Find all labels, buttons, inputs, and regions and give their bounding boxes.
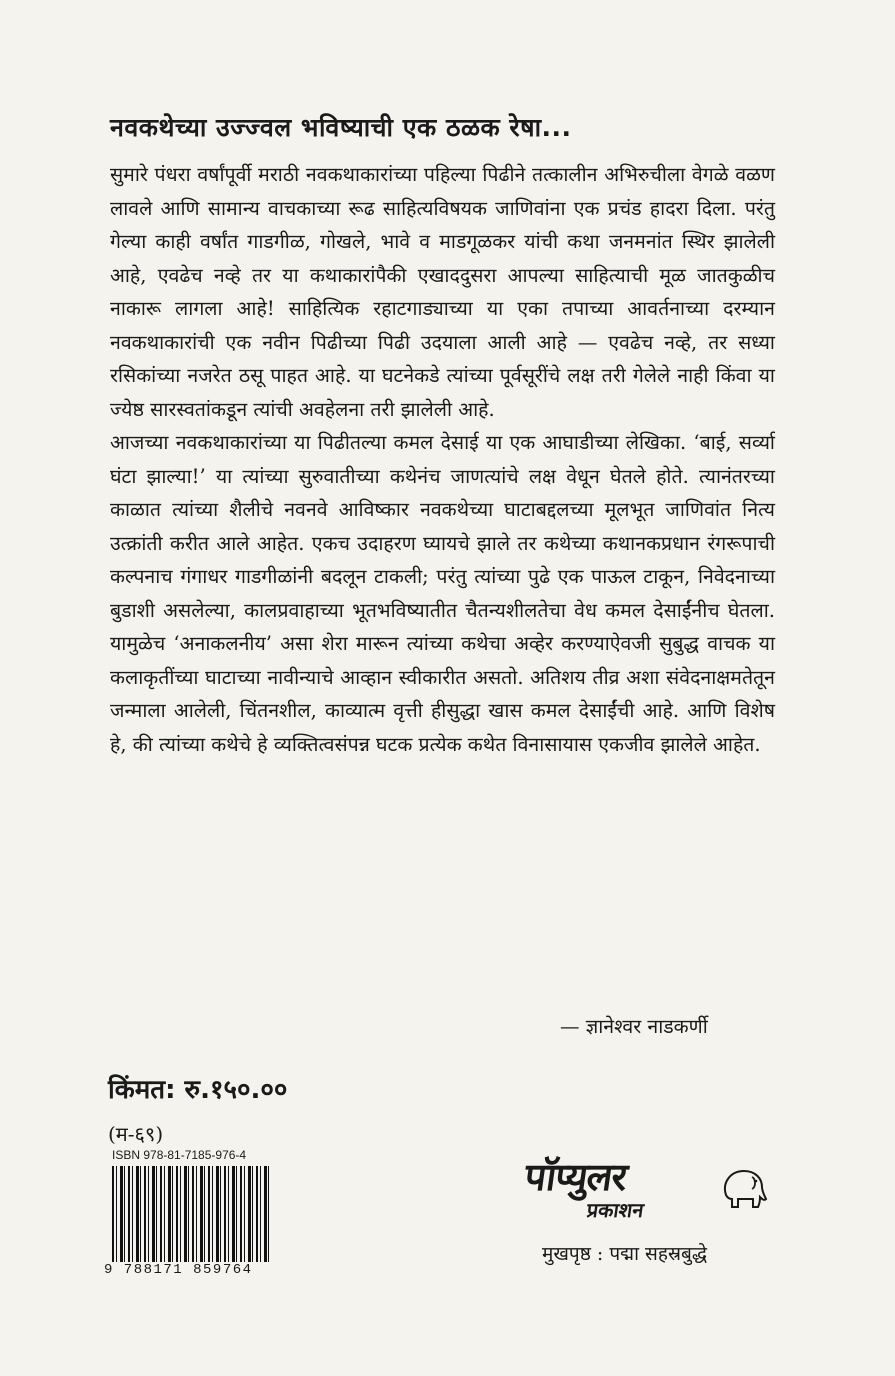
catalog-code: (म-६९) — [108, 1122, 164, 1146]
publisher-logo-name: पॉप्युलर — [521, 1155, 630, 1199]
barcode-number: 9 788171 859764 — [104, 1262, 253, 1278]
isbn-label: ISBN 978-81-7185-976-4 — [112, 1148, 247, 1162]
price-label: किंमत: रु.१५०.०० — [108, 1075, 288, 1105]
blurb-heading: नवकथेच्या उज्ज्वल भविष्याची एक ठळक रेषा... — [110, 113, 572, 142]
barcode-image — [112, 1166, 272, 1262]
elephant-icon — [718, 1165, 770, 1209]
publisher-logo-sub: प्रकाशन — [585, 1198, 646, 1222]
blurb-author: — ज्ञानेश्वर नाडकर्णी — [560, 1015, 708, 1038]
cover-credit: मुखपृष्ठ : पद्मा सहस्रबुद्धे — [542, 1243, 708, 1265]
blurb-body — [110, 158, 775, 761]
blurb-paragraph-2: आजच्या नवकथाकारांच्या या पिढीतल्या कमल देसाई या एक आघाडीच्या लेखिका. ‘बाई, सर्व्या घंटा झाल्या!’ या त्यांच्या सुरुवातीच्या कथेनंच जाणत्यांचे लक्ष वेधून घेतले होते. त्यानंतरच्या काळात त्यांच्या शैलीचे नवनवे आविष्कार नवकथेच्या घाटाबद्दलच्या मूलभूत जाणिवांत नित्य उत्क्रांती करीत आले आहेत. एकच उदाहरण घ्यायचे झाले तर कथेच्या कथानकप्रधान रंगरूपाची कल्पनाच गंगाधर गाडगीळांनी बदलून टाकली; परंतु त्यांच्या पुढे एक पाऊल टाकून, निवेदनाच्या बुडाशी असलेल्या, कालप्रवाहाच्या भूतभविष्यातीत चैतन्यशीलतेचा वेध कमल देसाईंनीच घेतला. यामुळेच ‘अनाकलनीय’ असा शेरा मारून त्यांच्या कथेचा अव्हेर करण्याऐवजी सुबुद्ध वाचक या कलाकृतींच्या घाटाच्या नावीन्याचे आव्हान स्वीकारीत असतो. अतिशय तीव्र अशा संवेदनाक्षमतेतून जन्माला आलेली, चिंतनशील, काव्यात्म वृत्ती हीसुद्धा खास कमल देसाईंची आहे. आणि विशेष हे, की त्यांच्या कथेचे हे व्यक्तित्वसंपन्न घटक प्रत्येक कथेत विनासायास एकजीव झालेले आहेत. — [110, 431, 775, 756]
blurb-paragraph-1: सुमारे पंधरा वर्षांपूर्वी मराठी नवकथाकारांच्या पहिल्या पिढीने तत्कालीन अभिरुचीला वेगळे वळण लावले आणि सामान्य वाचकाच्या रूढ साहित्यविषयक जाणिवांना एक प्रचंड हादरा दिला. परंतु गेल्या काही वर्षांत गाडगीळ, गोखले, भावे व माडगूळकर यांची कथा जनमनांत स्थिर झालेली आहे, एवढेच नव्हे तर या कथाकारांपैकी एखाददुसरा आपल्या साहित्याची मूळ जातकुळीच नाकारू लागला आहे! साहित्यिक रहाटगाड्याच्या या एका तपाच्या आवर्तनाच्या दरम्यान नवकथाकारांची एक नवीन पिढीच्या पिढी उदयाला आली आहे — एवढेच नव्हे, तर सध्या रसिकांच्या नजरेत ठसू पाहत आहे. या घटनेकडे त्यांच्या पूर्वसूरींचे लक्ष तरी गेलेले नाही किंवा या ज्येष्ठ सारस्वतांकडून त्यांची अवहेलना तरी झालेली आहे. — [110, 163, 775, 421]
